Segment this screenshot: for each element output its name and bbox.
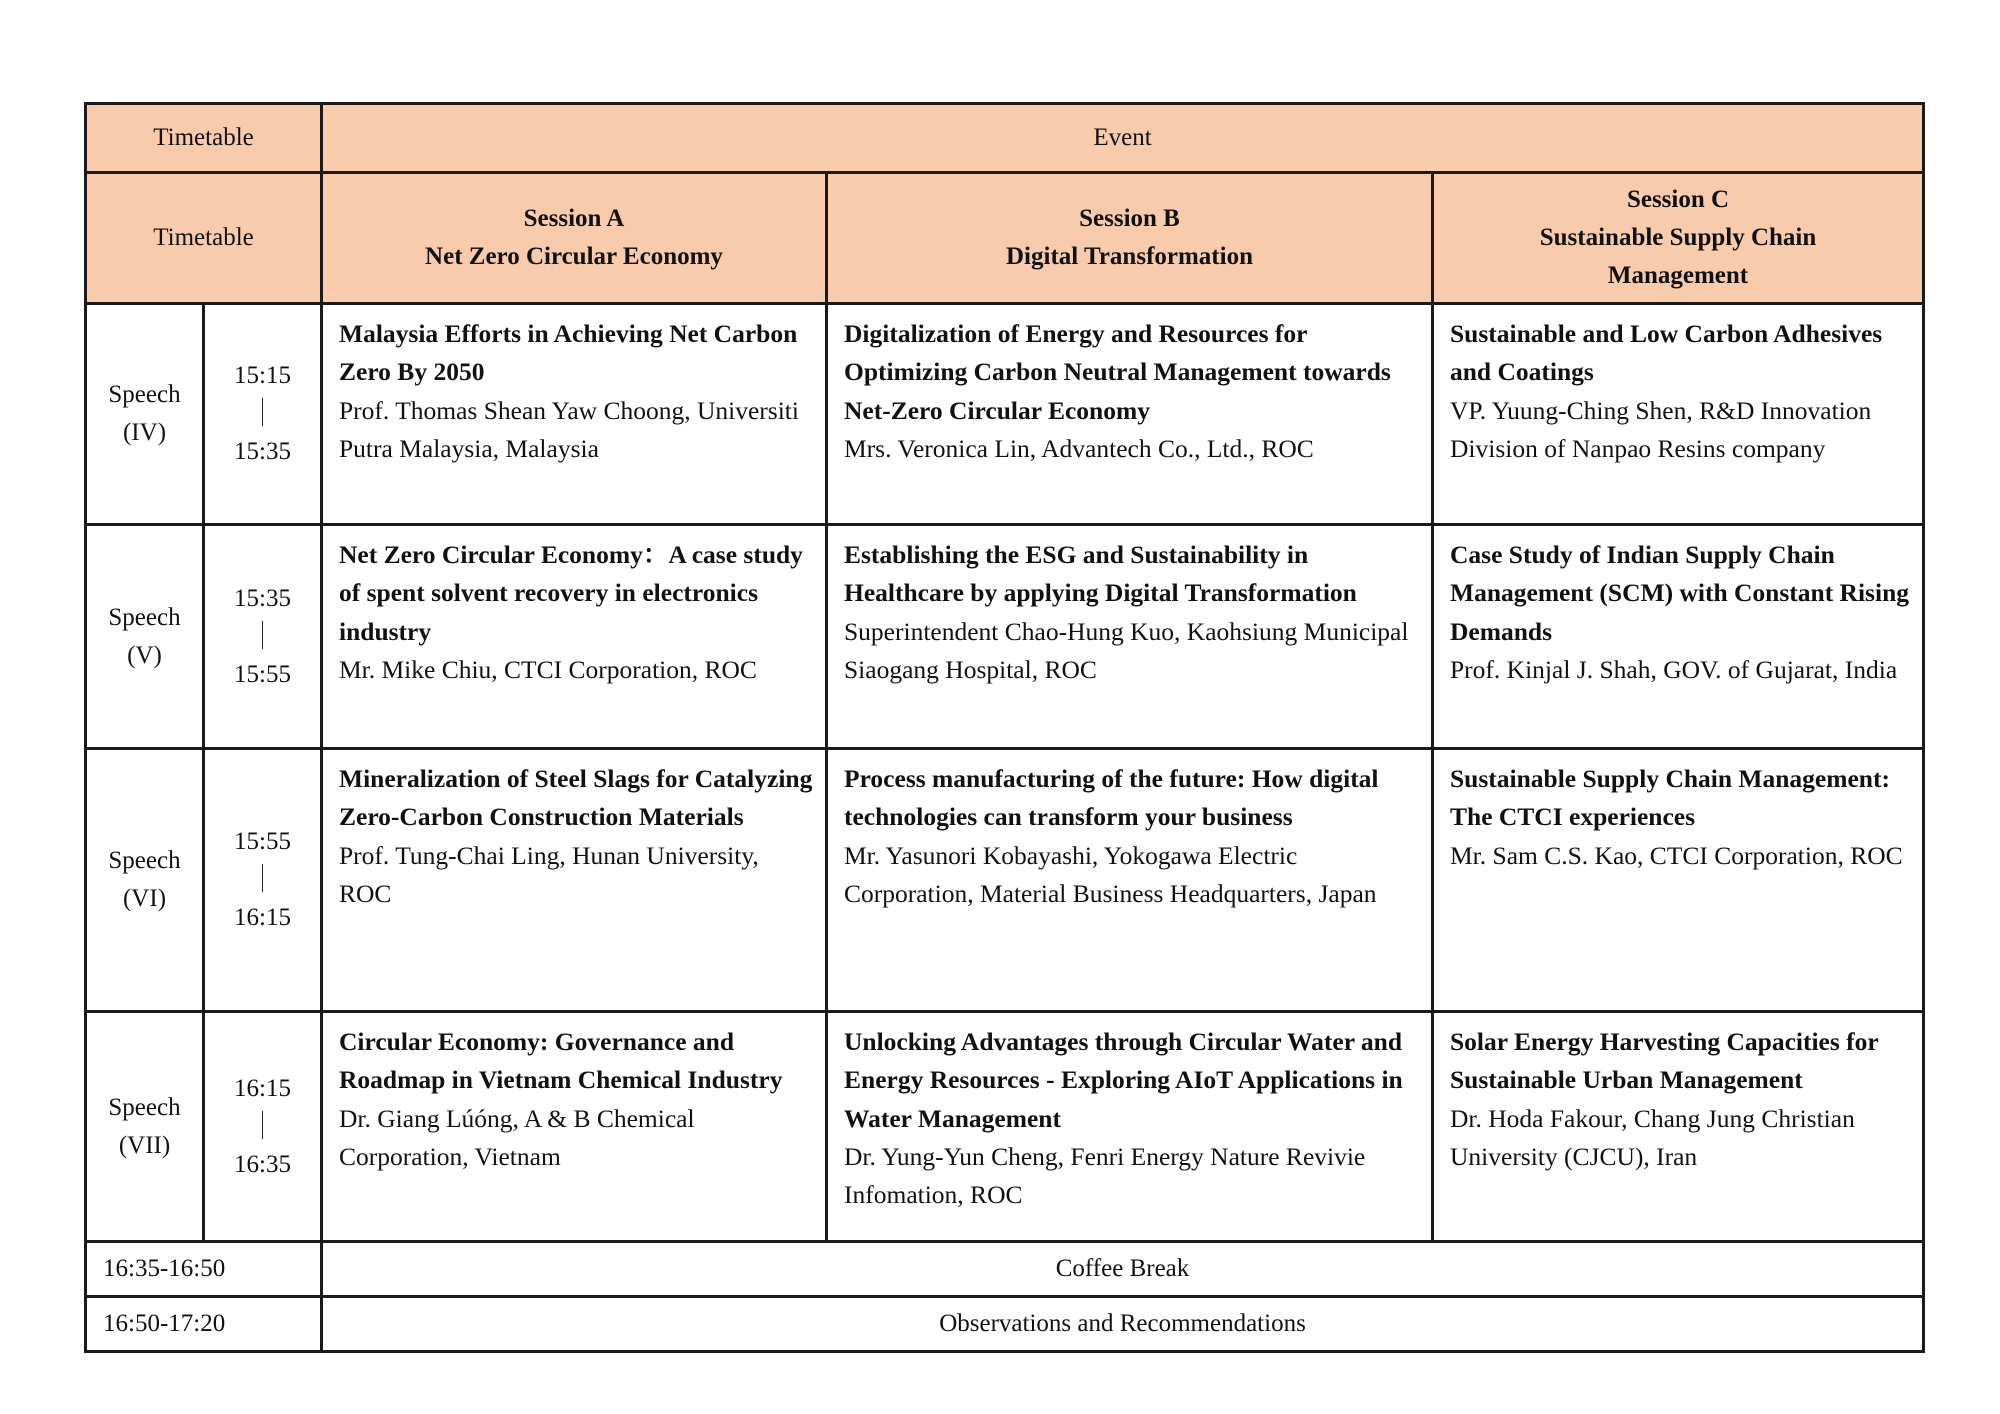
event-cell-session-c <box>1433 1012 1924 1242</box>
timetable-subheader <box>86 173 322 304</box>
event-speaker: Superintendent Chao-Hung Kuo, Kaohsiung Municipal Siaogang Hospital, ROC <box>844 616 1409 684</box>
speech-label <box>86 1012 204 1242</box>
speech-row <box>86 304 1924 525</box>
speech-row <box>86 1012 1924 1242</box>
session-a-name: Session A <box>523 205 625 232</box>
event-speaker: Prof. Kinjal J. Shah, GOV. of Gujarat, India <box>1450 654 1898 684</box>
speech-time <box>204 1012 322 1242</box>
break-row <box>86 1242 1924 1297</box>
event-title: Circular Economy: Governance and Roadmap in Vietnam Chemical Industry <box>339 1027 783 1095</box>
session-b-topic: Digital Transformation <box>1006 243 1253 270</box>
event-title: Sustainable Supply Chain Management: The CTCI experiences <box>1450 764 1890 832</box>
end-time: 15:35 <box>234 438 291 465</box>
break-time: 16:50-17:20 <box>86 1297 322 1352</box>
event-cell-session-b <box>827 304 1433 525</box>
event-cell-session-a <box>322 1012 827 1242</box>
event-cell-session-c <box>1433 304 1924 525</box>
header-row-top <box>86 104 1924 173</box>
break-row <box>86 1297 1924 1352</box>
event-speaker: Dr. Hoda Fakour, Chang Jung Christian University (CJCU), Iran <box>1450 1103 1855 1171</box>
speech-label-line1: Speech <box>108 381 181 408</box>
start-time: 15:35 <box>234 584 291 612</box>
event-speaker: Mrs. Veronica Lin, Advantech Co., Ltd., ROC <box>844 433 1314 463</box>
time-separator <box>262 1111 263 1139</box>
speech-time <box>204 304 322 525</box>
event-speaker: Prof. Tung-Chai Ling, Hunan University, ROC <box>339 840 759 908</box>
event-cell-session-b <box>827 1012 1433 1242</box>
session-c-header <box>1433 173 1924 304</box>
session-c-name: Session C <box>1626 186 1730 213</box>
event-cell-session-c <box>1433 525 1924 749</box>
event-title: Process manufacturing of the future: How digital technologies can transform your business <box>844 764 1379 832</box>
event-speaker: Mr. Mike Chiu, CTCI Corporation, ROC <box>339 654 757 684</box>
start-time: 15:55 <box>234 828 291 855</box>
event-title: Mineralization of Steel Slags for Catalyzing Zero-Carbon Construction Materials <box>339 764 813 832</box>
end-time: 15:55 <box>234 660 291 688</box>
end-time: 16:15 <box>234 904 291 931</box>
speech-label-line2: (IV) <box>122 419 167 446</box>
speech-label-line2: (VII) <box>118 1131 171 1159</box>
time-separator <box>262 621 263 649</box>
start-time: 16:15 <box>234 1074 291 1102</box>
break-text: Coffee Break <box>322 1242 1924 1297</box>
session-a-header <box>322 173 827 304</box>
header-row-sessions <box>86 173 1924 304</box>
speech-time <box>204 749 322 1012</box>
speech-row <box>86 749 1924 1012</box>
time-separator <box>262 398 263 426</box>
speech-label <box>86 749 204 1012</box>
speech-label-line2: (V) <box>127 641 162 669</box>
event-cell-session-b <box>827 525 1433 749</box>
time-separator <box>262 864 263 892</box>
event-label: Event <box>1093 124 1152 151</box>
timetable-label: Timetable <box>153 124 254 151</box>
speech-label-line1: Speech <box>108 847 181 874</box>
timetable <box>84 102 1925 1353</box>
event-speaker: Mr. Sam C.S. Kao, CTCI Corporation, ROC <box>1450 840 1903 870</box>
event-title: Net Zero Circular Economy：A case study of spent solvent recovery in electronics industry <box>339 540 803 646</box>
start-time: 15:15 <box>234 362 291 389</box>
session-b-name: Session B <box>1079 205 1180 232</box>
event-cell-session-a <box>322 525 827 749</box>
event-speaker: VP. Yuung-Ching Shen, R&D Innovation Division of Nanpao Resins company <box>1450 395 1872 463</box>
event-title: Malaysia Efforts in Achieving Net Carbon Zero By 2050 <box>339 319 798 387</box>
timetable-header <box>86 104 322 173</box>
speech-label <box>86 304 204 525</box>
event-cell-session-c <box>1433 749 1924 1012</box>
event-title: Unlocking Advantages through Circular Water and Energy Resources - Exploring AIoT Applications in Water Management <box>844 1027 1403 1133</box>
speech-label-line1: Speech <box>108 603 181 631</box>
event-title: Digitalization of Energy and Resources for Optimizing Carbon Neutral Management towards Net-Zero Circular Economy <box>844 319 1391 425</box>
event-title: Establishing the ESG and Sustainability in Healthcare by applying Digital Transformation <box>844 540 1357 608</box>
end-time: 16:35 <box>234 1150 291 1178</box>
event-speaker: Mr. Yasunori Kobayashi, Yokogawa Electric Corporation, Material Business Headquarters, Japan <box>844 840 1377 908</box>
event-cell-session-a <box>322 749 827 1012</box>
timetable-sublabel: Timetable <box>153 224 254 251</box>
event-header <box>322 104 1924 173</box>
break-time: 16:35-16:50 <box>86 1242 322 1297</box>
event-title: Case Study of Indian Supply Chain Management (SCM) with Constant Rising Demands <box>1450 540 1909 646</box>
break-text: Observations and Recommendations <box>322 1297 1924 1352</box>
event-speaker: Dr. Giang Lúóng, A & B Chemical Corporation, Vietnam <box>339 1103 695 1171</box>
event-title: Solar Energy Harvesting Capacities for Sustainable Urban Management <box>1450 1027 1879 1095</box>
session-b-header <box>827 173 1433 304</box>
speech-label-line2: (VI) <box>122 885 167 912</box>
speech-label-line1: Speech <box>108 1093 181 1121</box>
event-title: Sustainable and Low Carbon Adhesives and Coatings <box>1450 319 1883 387</box>
speech-label <box>86 525 204 749</box>
session-a-topic: Net Zero Circular Economy <box>425 243 723 270</box>
event-speaker: Prof. Thomas Shean Yaw Choong, Universiti Putra Malaysia, Malaysia <box>339 395 799 463</box>
event-cell-session-a <box>322 304 827 525</box>
session-c-topic: Sustainable Supply Chain Management <box>1539 224 1817 289</box>
event-cell-session-b <box>827 749 1433 1012</box>
event-speaker: Dr. Yung-Yun Cheng, Fenri Energy Nature Revivie Infomation, ROC <box>844 1141 1366 1210</box>
speech-time <box>204 525 322 749</box>
speech-row <box>86 525 1924 749</box>
